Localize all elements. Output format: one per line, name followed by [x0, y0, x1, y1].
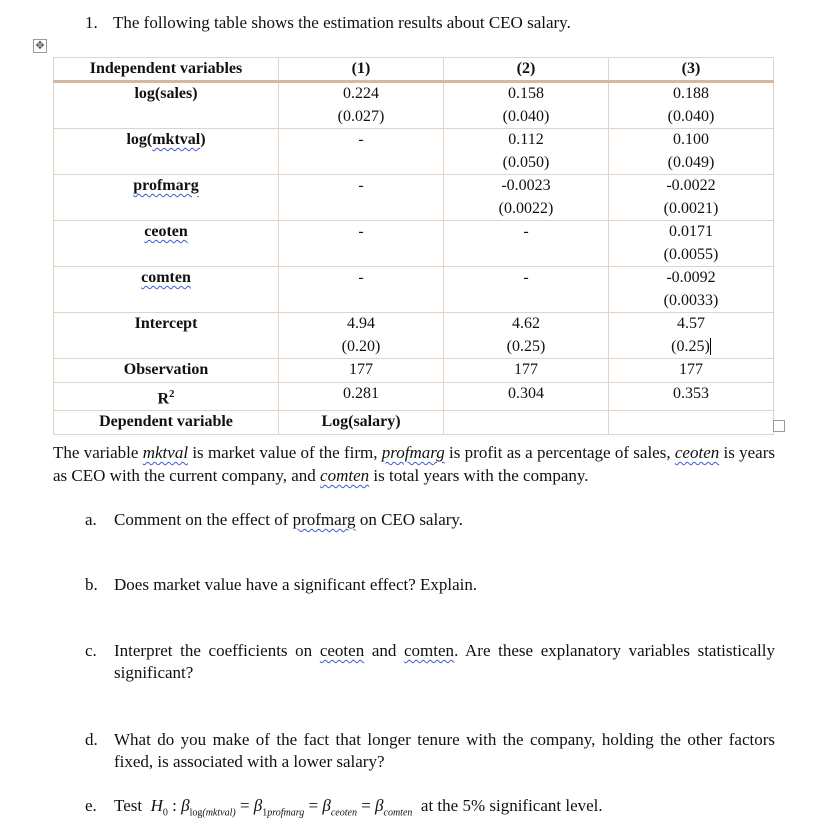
- cell: 0.100 (0.049): [609, 129, 774, 175]
- cell: 4.94 (0.20): [279, 313, 444, 359]
- row-label-ceoten: ceoten: [54, 221, 279, 267]
- row-label-profmarg: profmarg: [54, 175, 279, 221]
- question-title: [85, 13, 571, 33]
- row-label-log-sales: log(sales): [54, 82, 279, 129]
- cell: 0.112 (0.050): [444, 129, 609, 175]
- row-label-observation: Observation: [54, 359, 279, 383]
- cell: 177: [279, 359, 444, 383]
- table-move-handle-icon[interactable]: ✥: [33, 39, 47, 53]
- question-text: The following table shows the estimation results about CEO salary.: [113, 13, 571, 32]
- cell: 0.0171 (0.0055): [609, 221, 774, 267]
- header-independent-variables: Independent variables: [54, 58, 279, 82]
- cell: 0.353: [609, 382, 774, 411]
- header-model-2: (2): [444, 58, 609, 82]
- header-model-3: (3): [609, 58, 774, 82]
- table-row: [54, 359, 774, 383]
- cell: 0.281: [279, 382, 444, 411]
- cell: -: [279, 175, 444, 221]
- table-resize-handle-icon[interactable]: [773, 420, 785, 432]
- table-header-row: [54, 58, 774, 82]
- question-number: 1.: [85, 13, 98, 32]
- question-item-c: c. Interpret the coefficients on ceoten and comten. Are these explanatory variables statistically significant?: [85, 641, 776, 682]
- cell: 177: [609, 359, 774, 383]
- regression-table: [53, 57, 774, 435]
- cell: -: [279, 267, 444, 313]
- question-item-e: e. Test $H_0$ : $\beta_{log(mktval)} = \beta_{1profmarg} = \beta_{ceoten} = \beta_{comten}$ at the 5% significant level.: [85, 796, 603, 819]
- cell: 0.304: [444, 382, 609, 411]
- row-label-comten: comten: [54, 267, 279, 313]
- question-item-b: b. Does market value have a significant effect? Explain.: [85, 575, 478, 594]
- cell: -0.0092 (0.0033): [609, 267, 774, 313]
- cell: 0.188 (0.040): [609, 82, 774, 129]
- table-row: [54, 175, 774, 221]
- cell: -: [444, 267, 609, 313]
- row-label-log-mktval: log(mktval): [54, 129, 279, 175]
- cell: -: [279, 129, 444, 175]
- cell[interactable]: 4.57 (0.25): [609, 313, 774, 359]
- table-row: [54, 82, 774, 129]
- cell: [444, 411, 609, 435]
- table-row: [54, 267, 774, 313]
- cell: 0.158 (0.040): [444, 82, 609, 129]
- dependent-variable-value: Log(salary): [279, 411, 444, 435]
- row-label-r-squared: $R^2$: [54, 382, 279, 411]
- row-label-intercept: Intercept: [54, 313, 279, 359]
- cell: [609, 411, 774, 435]
- row-label-dependent-variable: Dependent variable: [54, 411, 279, 435]
- cell: 177: [444, 359, 609, 383]
- header-model-1: (1): [279, 58, 444, 82]
- text-cursor: (0.25): [671, 337, 710, 355]
- question-item-a: a. Comment on the effect of profmarg on CEO salary.: [85, 510, 464, 529]
- table-row: [54, 313, 774, 359]
- cell: -0.0022 (0.0021): [609, 175, 774, 221]
- variable-description: The variable mktval is market value of the firm, profmarg is profit as a percentage of sales, ceoten is years as CEO with the current company, and comten is total years with the company.: [53, 443, 775, 485]
- table-row: [54, 382, 774, 411]
- cell: 0.224 (0.027): [279, 82, 444, 129]
- hypothesis-equation: $H_0$ : $\beta_{log(mktval)} = \beta_{1profmarg} = \beta_{ceoten} = \beta_{comten}$: [150, 796, 413, 819]
- cell: 4.62 (0.25): [444, 313, 609, 359]
- table-row: [54, 221, 774, 267]
- table-row: [54, 129, 774, 175]
- cell: -: [444, 221, 609, 267]
- table-row: [54, 411, 774, 435]
- cell: -: [279, 221, 444, 267]
- cell: -0.0023 (0.0022): [444, 175, 609, 221]
- question-item-d: d. What do you make of the fact that longer tenure with the company, holding the other factors fixed, is associated with a lower salary?: [85, 730, 775, 771]
